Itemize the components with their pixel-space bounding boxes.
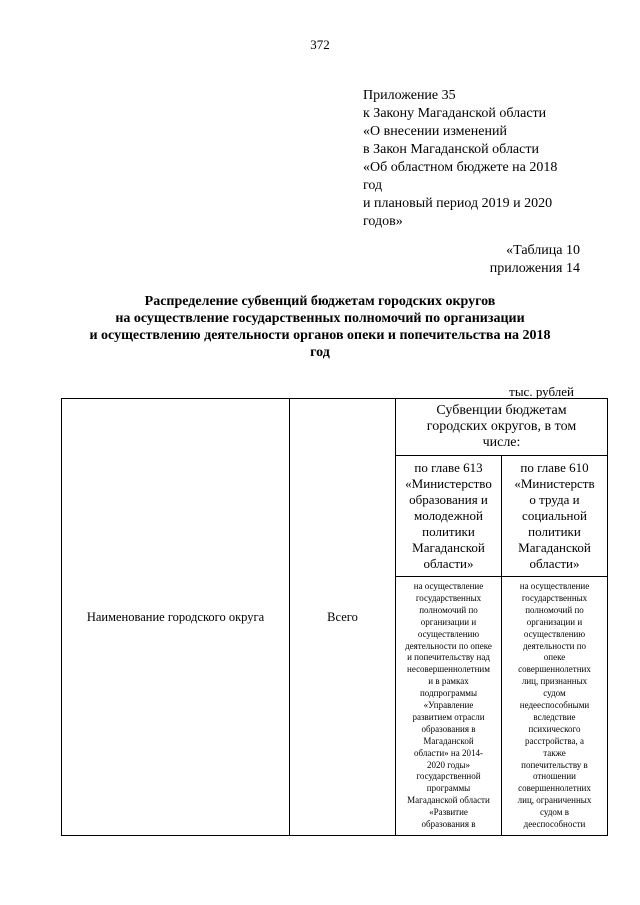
desc-610-line: отношении [532,771,576,782]
unit-label: тыс. рублей [509,384,574,399]
table-reference [490,242,580,278]
desc-613-line: образования в [421,819,476,830]
header-chapter-610 [502,456,608,577]
description-chapter-613 [396,577,502,836]
header-613-line: политики [422,524,475,539]
title-line: Распределение субвенций бюджетам городских округов [144,294,496,309]
header-610-line: области» [529,556,580,571]
desc-613-line: и попечительству над [407,652,490,663]
header-subventions-line: Субвенции бюджетам [436,403,567,418]
desc-610-line: организации и [526,616,583,627]
desc-610-line: вследствие [533,711,576,722]
desc-610-line: на осуществление [519,580,590,591]
desc-613-line: несовершеннолетним [407,664,490,675]
desc-610-line: судом [543,688,566,699]
desc-613-line: на осуществление [413,580,484,591]
desc-613-line: деятельности по опеке [405,640,492,651]
header-district-name: Наименование городского округа [62,399,290,836]
page-number: 372 [310,37,330,52]
desc-613-line: организации и [420,616,477,627]
desc-613-line: государственной [416,771,481,782]
header-613-line: Магаданской [412,540,485,555]
desc-610-line: дееспособности [523,819,586,830]
header-subventions [396,399,608,456]
desc-613-line: осуществлению [417,628,480,639]
desc-610-line: расстройства, а [525,735,584,746]
header-610-line: «Министерств [514,476,595,491]
desc-610-line: государственных [521,592,588,603]
appendix-line: «О внесении изменений [363,124,507,139]
desc-610-line: совершеннолетних [518,783,591,794]
subvention-table [61,398,608,836]
appendix-line: «Об областном бюджете на 2018 [363,160,558,175]
desc-610-line: недееспособными [519,700,590,711]
desc-613-line: 2020 годы» [426,759,471,770]
table-ref-line: приложения 14 [489,261,580,276]
desc-613-line: и в рамках [428,676,469,687]
desc-610-line: лиц, признанных [521,676,588,687]
header-613-line: области» [423,556,474,571]
appendix-line: и плановый период 2019 и 2020 [363,196,553,211]
appendix-line: к Закону Магаданской области [363,106,547,121]
header-613-line: по главе 613 [414,460,483,475]
desc-610-line: опеке [543,652,566,663]
appendix-line: годов» [363,214,403,229]
desc-610-line: судом в [540,807,569,818]
header-total: Всего [290,399,396,836]
desc-613-line: «Управление [423,700,474,711]
header-613-line: образования и [409,492,488,507]
desc-613-line: полномочий по [419,604,478,615]
desc-613-line: программы [426,783,471,794]
header-610-line: по главе 610 [520,460,589,475]
desc-613-line: области» на 2014- [414,747,483,758]
header-610-line: о труда и [529,492,580,507]
desc-610-line: психического [528,723,581,734]
appendix-line: Приложение 35 [363,88,456,103]
title-line: и осуществлению деятельности органов опеки и попечительства на 2018 [89,328,551,343]
desc-610-line: попечительству в [521,759,588,770]
desc-610-line: лиц, ограниченных [517,795,592,806]
desc-613-line: государственных [415,592,482,603]
document-title [50,293,590,361]
header-613-line: «Министерство [405,476,492,491]
appendix-header [363,87,593,231]
header-subventions-line: числе: [482,435,521,450]
description-chapter-610 [502,577,608,836]
desc-613-line: образования в [421,723,476,734]
desc-613-line: развитием отрасли [412,711,485,722]
desc-613-line: Магаданской области [407,795,490,806]
header-610-line: политики [528,524,581,539]
desc-610-line: полномочий по [525,604,584,615]
desc-613-line: подпрограммы [419,688,478,699]
desc-610-line: также [543,747,566,758]
header-subventions-line: городских округов, в том [426,419,577,434]
desc-613-line: «Развитие [429,807,468,818]
desc-610-line: совершеннолетних [518,664,591,675]
desc-613-line: Магаданской [423,735,474,746]
table-ref-line: «Таблица 10 [506,243,580,258]
header-610-line: социальной [522,508,587,523]
title-line: на осуществление государственных полномочий по организации [115,311,525,326]
header-chapter-613 [396,456,502,577]
title-line: год [310,345,330,360]
appendix-line: год [363,178,383,193]
header-613-line: молодежной [414,508,483,523]
header-610-line: Магаданской [518,540,591,555]
appendix-line: в Закон Магаданской области [363,142,539,157]
desc-610-line: деятельности по [522,640,587,651]
desc-610-line: осуществлению [523,628,586,639]
